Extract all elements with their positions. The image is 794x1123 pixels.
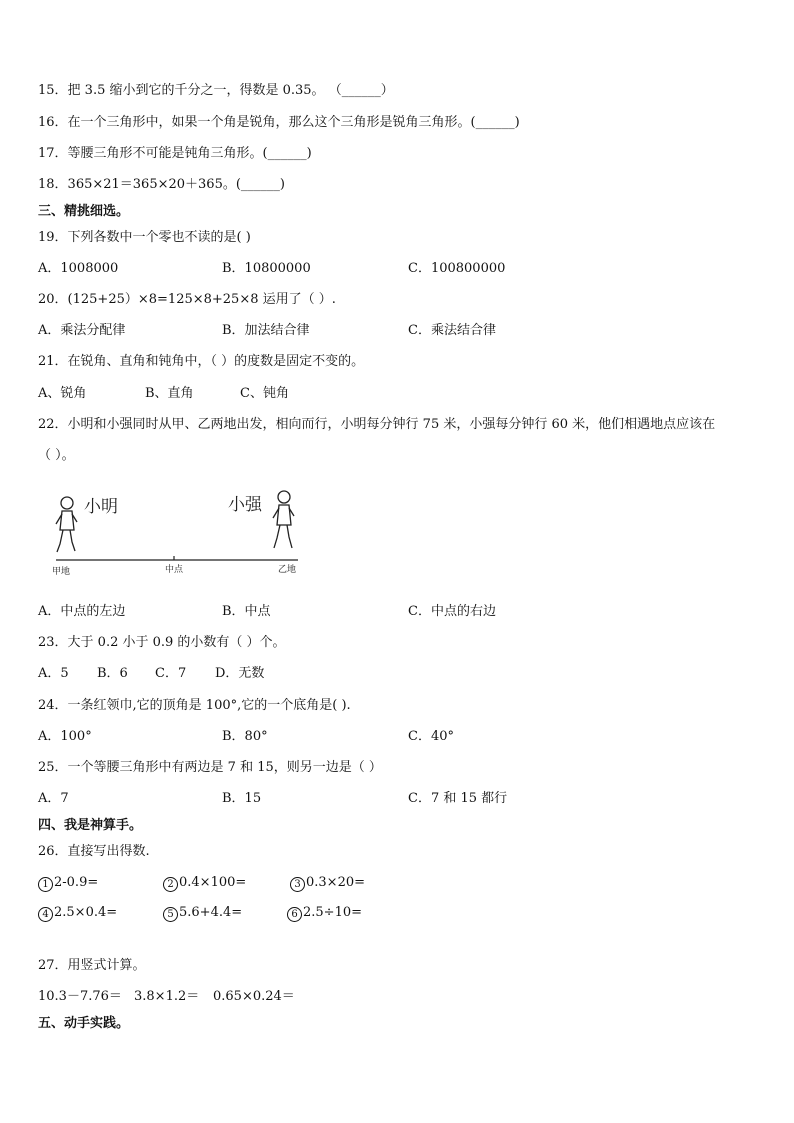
calc-item-1 [38,874,98,892]
question-26: 26．直接写出得数. [38,844,150,859]
q22-option-b: B．中点 [222,604,271,619]
q22-option-a: A．中点的左边 [38,604,126,619]
question-17: 17．等腰三角形不可能是钝角三角形。(______) [38,146,312,161]
question-16: 16．在一个三角形中，如果一个角是锐角，那么这个三角形是锐角三角形。(______) [38,115,520,130]
calc-expression: 5.6+4.4= [179,905,243,920]
circled-number-4: 4 [38,907,53,922]
calc-item-3 [290,874,365,892]
calc-item-6 [287,904,362,922]
right-walker-icon [273,491,294,548]
question-22-line-2: （ ）。 [38,448,75,463]
q21-option-b: B、直角 [145,386,194,401]
calc-expression: 2.5×0.4= [54,905,118,920]
name-b-label: 小强 [228,495,262,515]
calc-item-4 [38,904,117,922]
circled-number-2: 2 [163,877,178,892]
question-19: 19．下列各数中一个零也不读的是( ) [38,230,251,245]
vertical-calc-2: 3.8×1.2＝ [134,989,200,1004]
question-20: 20．(125+25）×8=125×8+25×8 运用了（ ）. [38,292,336,307]
midpoint-label: 中点 [165,565,184,575]
name-a-label: 小明 [84,497,118,517]
section-4-heading: 四、我是神算手。 [38,818,143,833]
end-point-label: 乙地 [278,565,297,575]
vertical-calc-3: 0.65×0.24＝ [213,989,295,1004]
circled-number-1: 1 [38,877,53,892]
question-21: 21．在锐角、直角和钝角中，（ ）的度数是固定不变的。 [38,354,365,369]
q23-option-c: C．7 [155,666,187,681]
vertical-calc-1: 10.3－7.76＝ [38,989,122,1004]
circled-number-6: 6 [287,907,302,922]
q21-option-a: A、锐角 [38,386,87,401]
start-point-label: 甲地 [52,567,71,577]
question-27: 27．用竖式计算。 [38,958,146,973]
question-18: 18．365×21＝365×20＋365。(______) [38,177,285,192]
q19-option-a: A．1008000 [38,261,119,276]
question-15: 15．把 3.5 缩小到它的千分之一，得数是 0.35。 （______） [38,83,394,98]
q25-option-c: C．7 和 15 都行 [408,791,508,806]
calc-item-2 [163,874,246,892]
meeting-point-figure [48,482,308,580]
calc-expression: 0.4×100= [179,875,247,890]
q19-option-b: B．10800000 [222,261,311,276]
calc-item-5 [163,904,242,922]
q20-option-c: C．乘法结合律 [408,323,496,338]
q20-option-b: B．加法结合律 [222,323,310,338]
section-3-heading: 三、精挑细选。 [38,204,130,219]
question-22-line-1: 22．小明和小强同时从甲、乙两地出发，相向而行，小明每分钟行 75 米，小强每分钟行 60 米，他们相遇地点应该在 [38,417,716,432]
circled-number-5: 5 [163,907,178,922]
q23-option-b: B．6 [97,666,128,681]
section-5-heading: 五、动手实践。 [38,1016,130,1031]
q23-option-d: D．无数 [215,666,265,681]
q24-option-c: C．40° [408,729,454,744]
q24-option-b: B．80° [222,729,268,744]
q21-option-c: C、钝角 [240,386,289,401]
calc-expression: 2.5÷10= [303,905,363,920]
question-24: 24．一条红领巾,它的顶角是 100°,它的一个底角是( ). [38,698,351,713]
q24-option-a: A．100° [38,729,92,744]
calc-expression: 2-0.9= [54,875,99,890]
q19-option-c: C．100800000 [408,261,506,276]
left-walker-icon [56,497,77,552]
q23-option-a: A．5 [38,666,69,681]
q25-option-a: A．7 [38,791,69,806]
q22-option-c: C．中点的右边 [408,604,496,619]
question-23: 23．大于 0.2 小于 0.9 的小数有（ ）个。 [38,635,286,650]
calc-expression: 0.3×20= [306,875,366,890]
q20-option-a: A．乘法分配律 [38,323,126,338]
walkers-illustration [48,482,308,580]
question-25: 25．一个等腰三角形中有两边是 7 和 15，则另一边是（ ） [38,760,382,775]
circled-number-3: 3 [290,877,305,892]
q25-option-b: B．15 [222,791,262,806]
